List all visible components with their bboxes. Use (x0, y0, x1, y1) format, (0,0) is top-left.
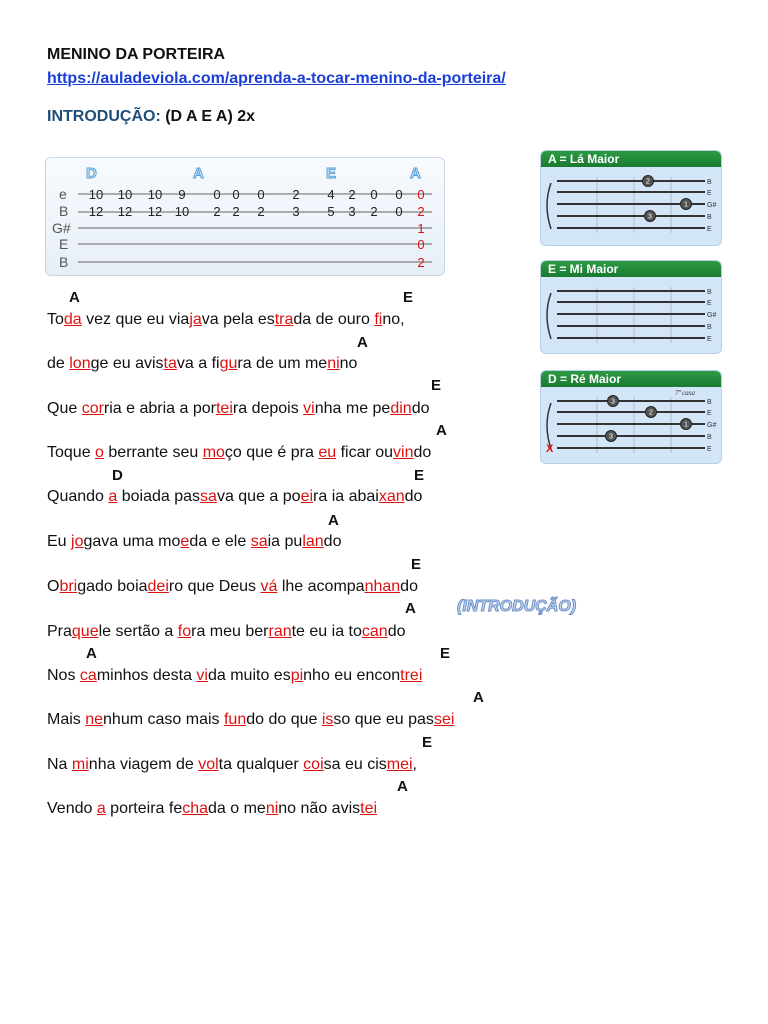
highlighted-syllable: vi (303, 400, 315, 417)
tab-fret-number-e: 0 (370, 187, 378, 202)
chord-diagram-title: E = Mi Maior (541, 261, 721, 277)
tab-fret-number-b: 5 (327, 204, 335, 219)
highlighted-syllable: ne (85, 711, 104, 728)
diagram-string: E (707, 410, 712, 417)
lyric-text: berrante seu (103, 444, 203, 461)
lyric-text: boiada pas (117, 488, 201, 505)
chord-label: E (414, 467, 425, 484)
chord-label: A (397, 778, 408, 795)
chord-diagram-a (540, 150, 722, 246)
lyric-text: minhos desta (96, 667, 197, 684)
chord-label: D (112, 467, 123, 484)
chord-label: A (357, 334, 368, 351)
highlighted-syllable: can (361, 623, 388, 640)
tab-fret-number-e: 2 (348, 187, 356, 202)
lyric-text: so que eu pas (333, 711, 434, 728)
diagram-string: E (707, 190, 712, 197)
string-name-g: G# (52, 220, 71, 236)
finger-number: 3 (609, 433, 613, 441)
lyric-text: nha viagem de (88, 756, 199, 773)
intro-chords: (D A E A) 2x (165, 108, 256, 125)
intro-marker: (INTRODUÇÃO) (457, 598, 577, 615)
lyric-text: Quando (47, 488, 109, 505)
highlighted-syllable: ta (163, 355, 177, 372)
highlighted-syllable: din (390, 400, 412, 417)
tab-chord-d: D (86, 165, 97, 182)
chord-label: A (436, 422, 447, 439)
lyric-text: Mais (47, 711, 86, 728)
diagram-string: B (707, 324, 712, 331)
chord-diagram-a-svg (541, 167, 722, 245)
lyric-line (47, 488, 422, 506)
chord-diagram-title: D = Ré Maior (541, 371, 721, 387)
lyric-text: de (47, 355, 70, 372)
lyric-text: ia pu (267, 533, 303, 550)
tab-fret-number-b: 0 (395, 204, 403, 219)
lyric-line (47, 444, 431, 462)
tab-chord-a: A (193, 165, 204, 182)
highlighted-syllable: e (180, 533, 190, 550)
highlighted-syllable: sei (433, 711, 455, 728)
diagram-string: B (707, 289, 712, 296)
tab-fret-number-e: 4 (327, 187, 335, 202)
lyric-text: do do que (246, 711, 322, 728)
highlighted-syllable: ran (268, 623, 292, 640)
chord-diagram-title: A = Lá Maior (541, 151, 721, 167)
highlighted-syllable: eu (318, 444, 337, 461)
highlighted-syllable: sa (200, 488, 217, 505)
lyric-text: do (323, 533, 342, 550)
diagram-string: B (707, 214, 712, 221)
tab-fret-number-b: 12 (147, 204, 163, 219)
highlighted-syllable: ei (300, 488, 314, 505)
highlighted-syllable: mi (71, 756, 89, 773)
highlighted-syllable: vin (393, 444, 414, 461)
tab-final-b: 2 (417, 204, 425, 219)
tab-fret-number-e: 10 (117, 187, 133, 202)
chord-label: A (328, 512, 339, 529)
lyric-line (47, 800, 377, 818)
lyric-line (47, 355, 357, 373)
highlighted-syllable: xan (378, 488, 405, 505)
tab-fret-number-b: 2 (213, 204, 221, 219)
finger-number: 1 (684, 201, 688, 209)
diagram-string: E (707, 300, 712, 307)
intro-tablature (45, 157, 445, 276)
highlighted-syllable: cha (182, 800, 209, 817)
lyric-text: gava uma mo (83, 533, 181, 550)
lyric-text: ço que é pra (224, 444, 319, 461)
tab-fret-number-b: 3 (292, 204, 300, 219)
lyric-text: ro que Deus (168, 578, 261, 595)
lyric-text: da muito es (207, 667, 291, 684)
highlighted-syllable: ca (79, 667, 97, 684)
highlighted-syllable: ni (265, 800, 279, 817)
highlighted-syllable: ni (327, 355, 340, 372)
lyric-text: ra depois (232, 400, 304, 417)
tab-fret-number-b: 3 (348, 204, 356, 219)
highlighted-syllable: fi (374, 311, 383, 328)
finger-number: 3 (611, 398, 615, 406)
highlighted-syllable: a (108, 488, 118, 505)
chord-label: E (440, 645, 451, 662)
highlighted-syllable: que (71, 623, 99, 640)
highlighted-syllable: tei (215, 400, 233, 417)
tab-fret-number-b: 10 (174, 204, 190, 219)
highlighted-syllable: da (63, 311, 82, 328)
diagram-string: E (707, 226, 712, 233)
lyric-line (47, 756, 417, 774)
highlighted-syllable: sa (250, 533, 268, 550)
highlighted-syllable: bri (59, 578, 78, 595)
lyric-text: do (411, 400, 430, 417)
highlighted-syllable: tei (360, 800, 378, 817)
lyric-line (47, 311, 405, 329)
chord-diagram-e-svg (541, 277, 722, 353)
song-title: MENINO DA PORTEIRA (47, 46, 226, 63)
lyric-line (47, 533, 341, 551)
lyric-text: ra meu ber (191, 623, 269, 640)
lyric-text: O (47, 578, 60, 595)
tab-final-b-low: 2 (417, 255, 425, 270)
highlighted-syllable: jo (71, 533, 84, 550)
tab-fret-number-e: 9 (178, 187, 186, 202)
highlighted-syllable: mei (386, 756, 413, 773)
tab-chord-e: E (326, 165, 337, 182)
tab-fret-number-e: 0 (213, 187, 221, 202)
lyric-text: lhe acompa (277, 578, 365, 595)
lyric-text: te eu ia to (291, 623, 362, 640)
chord-diagram-d-svg (541, 387, 722, 463)
tab-final-e: 0 (417, 187, 425, 202)
highlighted-syllable: a (96, 800, 106, 817)
lyric-text: Eu (47, 533, 72, 550)
highlighted-syllable: fun (223, 711, 247, 728)
string-name-e-low: E (59, 236, 69, 252)
lyric-text: ge eu avis (90, 355, 164, 372)
tab-final-e-low: 0 (417, 237, 425, 252)
lyric-text: Pra (47, 623, 72, 640)
lyric-text: va a fi (176, 355, 220, 372)
chord-diagram-e (540, 260, 722, 354)
tab-fret-number-b: 12 (117, 204, 133, 219)
finger-number: 2 (646, 178, 650, 186)
lyric-text: Que (47, 400, 82, 417)
diagram-string: G# (707, 202, 717, 209)
tab-fret-number-b: 2 (370, 204, 378, 219)
lyric-text: va pela es (201, 311, 275, 328)
chord-label: E (403, 289, 414, 306)
chord-label: A (86, 645, 97, 662)
tab-fret-number-e: 0 (257, 187, 265, 202)
diagram-string: E (707, 446, 712, 453)
lyric-text: da de ouro (293, 311, 375, 328)
lyric-text: To (47, 311, 64, 328)
lyric-text: no não avis (278, 800, 361, 817)
chord-label: E (431, 377, 442, 394)
lyric-text: Nos (47, 667, 80, 684)
lyric-text: porteira fe (105, 800, 183, 817)
highlighted-syllable: dei (147, 578, 169, 595)
tab-fret-number-e: 2 (292, 187, 300, 202)
finger-number: 3 (648, 213, 652, 221)
diagram-string: G# (707, 312, 717, 319)
lyric-text: do (404, 488, 423, 505)
tab-fret-number-b: 2 (257, 204, 265, 219)
lyric-text: vez que eu via (81, 311, 190, 328)
lyric-text: nha me pe (314, 400, 391, 417)
lyric-text: le sertão a (98, 623, 178, 640)
lyric-text: do (400, 578, 418, 595)
lyric-text: va que a po (216, 488, 301, 505)
lyric-line (47, 623, 405, 641)
lyric-line (47, 667, 422, 685)
highlighted-syllable: pi (290, 667, 304, 684)
lyric-text: ra de um me (237, 355, 328, 372)
diagram-string: B (707, 399, 712, 406)
lyric-text: do (387, 623, 406, 640)
highlighted-syllable: lan (302, 533, 324, 550)
intro-label: INTRODUÇÃO: (47, 108, 161, 125)
lyric-text: ficar ou (336, 444, 394, 461)
finger-number: 2 (649, 409, 653, 417)
tab-final-g: 1 (417, 221, 425, 236)
lyric-text: ta qualquer (218, 756, 304, 773)
highlighted-syllable: ja (189, 311, 202, 328)
highlighted-syllable: tra (274, 311, 294, 328)
lyric-line (47, 578, 418, 596)
diagram-string: B (707, 434, 712, 441)
intro-line (47, 108, 255, 126)
highlighted-syllable: coi (303, 756, 324, 773)
muted-string-marker: X (546, 443, 554, 455)
chord-label: E (422, 734, 433, 751)
lyric-line (47, 400, 429, 418)
diagram-string: E (707, 336, 712, 343)
string-name-b-low: B (59, 254, 69, 270)
highlighted-syllable: vi (196, 667, 208, 684)
highlighted-syllable: vol (198, 756, 219, 773)
chord-label: A (473, 689, 484, 706)
string-name-e: e (59, 186, 67, 202)
highlighted-syllable: is (321, 711, 334, 728)
lyric-text: Na (47, 756, 72, 773)
lyric-line (47, 711, 454, 729)
tab-fret-number-e: 0 (395, 187, 403, 202)
lyric-text: do (413, 444, 432, 461)
lyric-text: nho eu encon (303, 667, 401, 684)
lyric-text: no, (382, 311, 405, 328)
lyric-text: ra ia abai (313, 488, 379, 505)
tab-chord-a-2: A (410, 165, 421, 182)
tab-fret-number-e: 10 (88, 187, 104, 202)
tab-fret-number-b: 12 (88, 204, 104, 219)
source-link[interactable]: https://auladeviola.com/aprenda-a-tocar-menino-da-porteira/ (47, 70, 506, 87)
chord-diagram-d (540, 370, 722, 464)
highlighted-syllable: fo (177, 623, 192, 640)
lyric-text: no (339, 355, 358, 372)
highlighted-syllable: o (95, 444, 104, 461)
lyric-text: , (412, 756, 417, 773)
highlighted-syllable: mo (202, 444, 225, 461)
highlighted-syllable: gu (219, 355, 238, 372)
lyric-text: ria e abria a por (103, 400, 216, 417)
lyric-text: Vendo (47, 800, 97, 817)
chord-label: E (411, 556, 422, 573)
chord-label: A (69, 289, 80, 306)
lyric-text: da o me (208, 800, 266, 817)
finger-number: 1 (684, 421, 688, 429)
lyric-text: gado boia (77, 578, 148, 595)
diagram-string: G# (707, 422, 717, 429)
lyric-text: sa eu cis (323, 756, 387, 773)
tab-fret-number-b: 2 (232, 204, 240, 219)
highlighted-syllable: trei (400, 667, 423, 684)
highlighted-syllable: nhan (364, 578, 401, 595)
highlighted-syllable: vá (260, 578, 278, 595)
tab-fret-number-e: 0 (232, 187, 240, 202)
string-name-b: B (59, 203, 69, 219)
chord-label: A (405, 600, 416, 617)
fret-position-label: 7ª casa (675, 389, 696, 397)
tab-fret-number-e: 10 (147, 187, 163, 202)
lyric-text: nhum caso mais (103, 711, 224, 728)
tablature-svg (46, 158, 446, 277)
highlighted-syllable: lon (69, 355, 91, 372)
lyric-text: Toque (47, 444, 96, 461)
lyric-text: da e ele (189, 533, 251, 550)
diagram-string: B (707, 179, 712, 186)
highlighted-syllable: cor (81, 400, 104, 417)
